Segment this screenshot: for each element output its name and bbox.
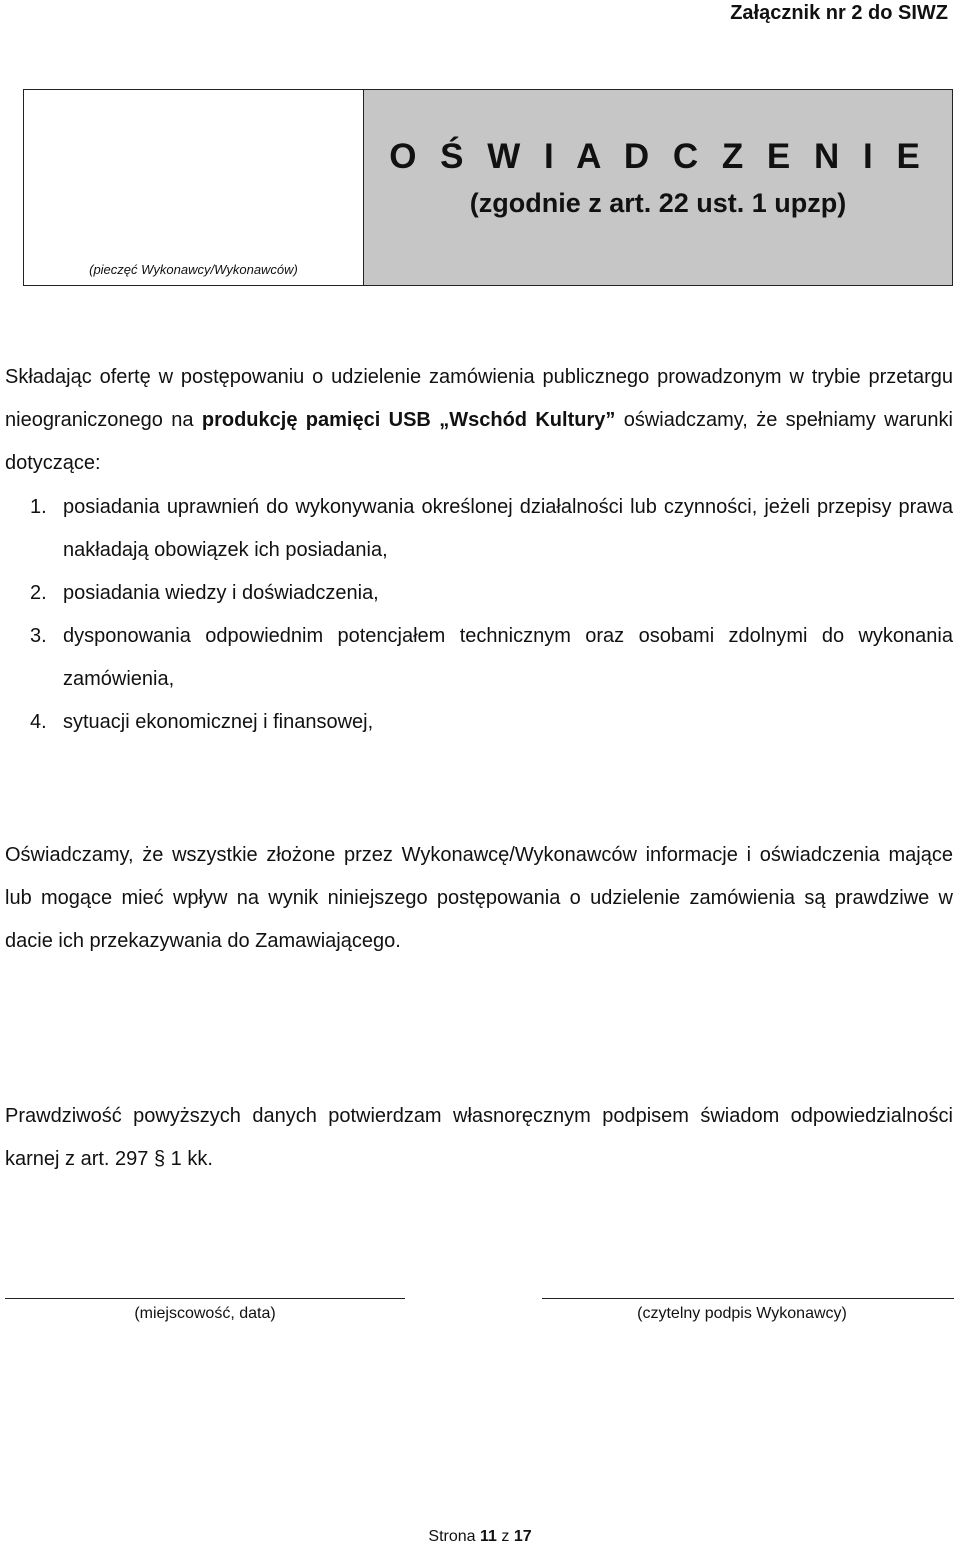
list-item-number: 1. [30, 496, 47, 518]
place-date-line [5, 1298, 405, 1299]
list-item [30, 486, 953, 572]
intro-text-end: oświadczamy, że spełniamy warunki dotyczące: [5, 409, 953, 474]
total-pages: 17 [513, 1528, 532, 1545]
footer-prefix: Strona [428, 1528, 476, 1545]
list-item-number: 2. [30, 582, 47, 604]
conditions-list [30, 486, 953, 744]
list-item [30, 615, 953, 701]
list-item-text: posiadania uprawnień do wykonywania określonej działalności lub czynności, jeżeli przepisy prawa nakładają obowiązek ich posiadania, [63, 496, 953, 561]
intro-paragraph [5, 356, 953, 485]
title-area [364, 90, 952, 285]
document-title: O Ś W I A D C Z E N I E [389, 137, 927, 176]
header-box [23, 89, 953, 286]
list-item-number: 4. [30, 711, 47, 733]
stamp-area [24, 90, 364, 285]
list-item-text: dysponowania odpowiednim potencjałem technicznym oraz osobami zdolnymi do wykonania zamówienia, [63, 625, 953, 690]
place-date-label: (miejscowość, data) [134, 1305, 276, 1322]
list-item-text: sytuacji ekonomicznej i finansowej, [63, 711, 374, 733]
intro-subject: produkcję pamięci USB „Wschód Kultury” [201, 409, 616, 431]
list-item-number: 3. [30, 625, 47, 647]
intro-text-start: Składając ofertę w postępowaniu o udzielenie zamówienia publicznego prowadzonym w trybie przetargu nieograniczonego na [5, 366, 953, 431]
current-page: 11 [479, 1528, 497, 1545]
list-item [30, 701, 953, 744]
footer-middle: z [501, 1528, 510, 1545]
document-subtitle: (zgodnie z art. 22 ust. 1 upzp) [469, 188, 847, 218]
liability-paragraph: Prawdziwość powyższych danych potwierdzam własnoręcznym podpisem świadom odpowiedzialności karnej z art. 297 § 1 kk. [5, 1105, 953, 1170]
list-item-text: posiadania wiedzy i doświadczenia, [63, 582, 379, 604]
page-footer [0, 1528, 960, 1546]
stamp-label: (pieczęć Wykonawcy/Wykonawców) [89, 262, 298, 277]
signature-line [542, 1298, 954, 1299]
declaration-paragraph: Oświadczamy, że wszystkie złożone przez Wykonawcę/Wykonawców informacje i oświadczenia mające lub mogące mieć wpływ na wynik niniejszego postępowania o udzielenie zamówienia są prawdziwe w dacie ich przekazywania do Zamawiającego. [5, 844, 953, 952]
list-item [30, 572, 953, 615]
signature-label: (czytelny podpis Wykonawcy) [637, 1305, 847, 1322]
attachment-label: Załącznik nr 2 do SIWZ [730, 2, 948, 24]
